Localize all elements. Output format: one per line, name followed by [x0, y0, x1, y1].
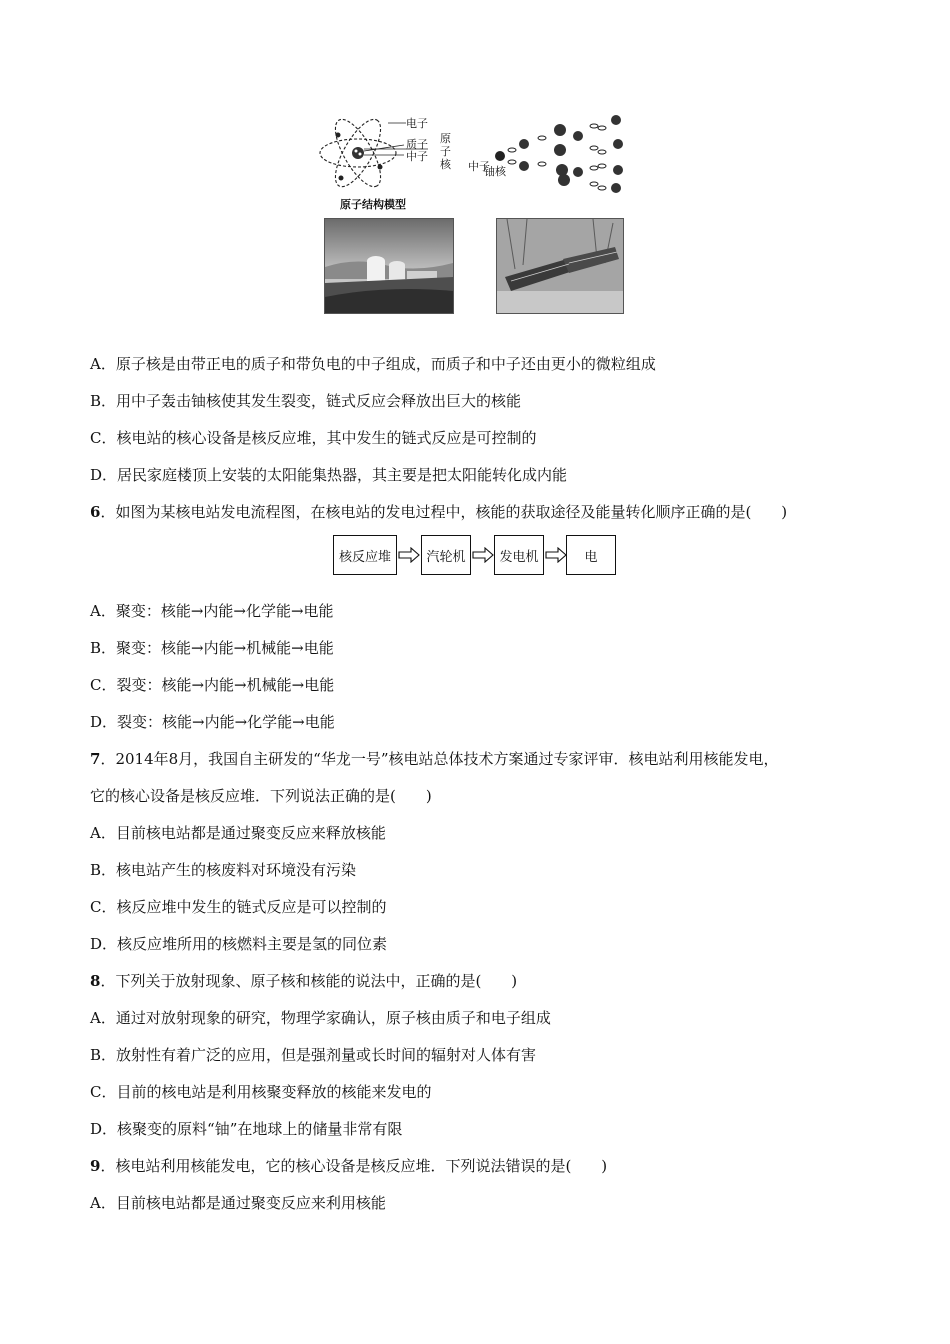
nucleus-label-3: 核: [440, 158, 451, 171]
q5-option-c: C．核电站的核心设备是核反应堆，其中发生的链式反应是可控制的: [90, 429, 537, 447]
q7-stem-line2: 它的核心设备是核反应堆．下列说法正确的是( ): [90, 787, 432, 805]
q7-option-c: C．核反应堆中发生的链式反应是可以控制的: [90, 898, 387, 916]
figure-photo-row: [0, 218, 950, 314]
q5-option-b: B．用中子轰击铀核使其发生裂变，链式反应会释放出巨大的核能: [90, 392, 522, 410]
q6-stem: 6．如图为某核电站发电流程图，在核电站的发电过程中，核能的获取途径及能量转化顺序正确的是( ): [90, 503, 788, 521]
q6-option-c: C．裂变：核能→内能→机械能→电能: [90, 676, 335, 694]
proton-label: 质子: [406, 138, 428, 151]
q5-option-a: A．原子核是由带正电的质子和带负电的中子组成，而质子和中子还由更小的微粒组成: [90, 355, 656, 373]
q8-option-c: C．目前的核电站是利用核聚变释放的核能来发电的: [90, 1083, 432, 1101]
q7-option-a: A．目前核电站都是通过聚变反应来释放核能: [90, 824, 386, 842]
q7-option-b: B．核电站产生的核废料对环境没有污染: [90, 861, 357, 879]
fission-chain-diagram: [466, 108, 636, 198]
q6-option-a: A．聚变：核能→内能→化学能→电能: [90, 602, 334, 620]
power-flow-diagram: [333, 535, 617, 577]
flow-arrow-icon: [545, 547, 567, 563]
nucleus-label-2: 子: [440, 145, 451, 158]
flow-arrow-icon: [472, 547, 494, 563]
neutron-label: 中子: [406, 150, 428, 163]
q7-option-d: D．核反应堆所用的核燃料主要是氢的同位素: [90, 935, 388, 953]
figure-top-row: [0, 108, 950, 214]
atom-structure-diagram: [316, 108, 466, 214]
uranium-label: 铀核: [484, 165, 506, 178]
q6-option-b: B．聚变：核能→内能→机械能→电能: [90, 639, 334, 657]
flow-box-turbine: 汽轮机: [421, 535, 471, 575]
solar-collector-photo: [496, 218, 624, 314]
q9-stem: 9．核电站利用核能发电，它的核心设备是核反应堆．下列说法错误的是( ): [90, 1157, 608, 1175]
flow-box-reactor: 核反应堆: [333, 535, 397, 575]
flow-box-electricity: 电: [566, 535, 616, 575]
flow-arrow-icon: [398, 547, 420, 563]
q9-option-a: A．目前核电站都是通过聚变反应来利用核能: [90, 1194, 386, 1212]
flow-box-generator: 发电机: [494, 535, 544, 575]
fission-neutron-label: 中子: [468, 160, 490, 173]
nucleus-label-1: 原: [440, 132, 451, 145]
nuclear-plant-photo: [324, 218, 454, 314]
q6-option-d: D．裂变：核能→内能→化学能→电能: [90, 713, 335, 731]
q8-stem: 8．下列关于放射现象、原子核和核能的说法中，正确的是( ): [90, 972, 518, 990]
q8-option-b: B．放射性有着广泛的应用，但是强剂量或长时间的辐射对人体有害: [90, 1046, 537, 1064]
q8-option-d: D．核聚变的原料“铀”在地球上的储量非常有限: [90, 1120, 403, 1138]
q5-option-d: D．居民家庭楼顶上安装的太阳能集热器，其主要是把太阳能转化成内能: [90, 466, 568, 484]
atom-caption: 原子结构模型: [340, 198, 406, 211]
q8-option-a: A．通过对放射现象的研究，物理学家确认，原子核由质子和电子组成: [90, 1009, 551, 1027]
electron-label: 电子: [406, 117, 428, 130]
q7-stem-line1: 7．2014年8月，我国自主研发的“华龙一号”核电站总体技术方案通过专家评审．核电站利用核能发电，: [90, 750, 779, 768]
